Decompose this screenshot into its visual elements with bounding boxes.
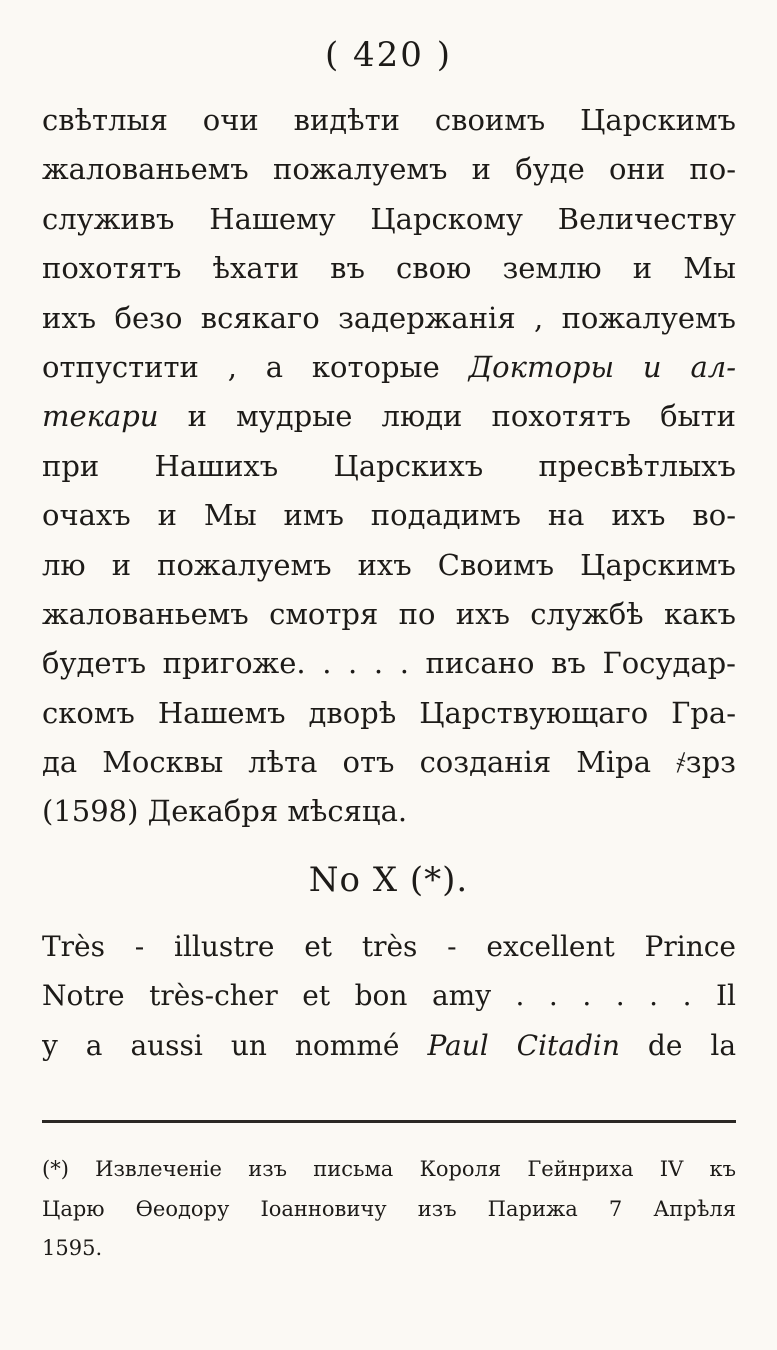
french-line: Très - illustre et très - excellent Prince [42,930,736,963]
section-heading: No X (*). [308,860,469,900]
text-segment: и мудрые люди похотятъ быти [158,399,736,434]
text-line: (1598) Декабря мѣсяца. [42,794,408,829]
text-line: лю и пожалуемъ ихъ Своимъ Царскимъ [42,547,736,582]
text-line: жалованьемъ смотря по ихъ службѣ какъ [42,596,736,631]
page-number: ( 420 ) [324,35,453,75]
text-line-apothecaries [42,392,736,441]
text-line: да Москвы лѣта отъ созданія Міра ҂зрз [42,745,736,780]
italic-doctors-term: Докторы и ал- [468,349,736,384]
text-line: скомъ Нашемъ дворѣ Царствующаго Гра- [42,695,736,730]
french-text-block [42,922,736,1070]
footnote-line: 1595. [42,1236,103,1260]
italic-name: Paul Citadin [427,1028,620,1062]
text-line: жалованьемъ пожалуемъ и буде они по- [42,152,736,187]
text-line-doctors [42,343,736,392]
text-line: ихъ безо всякаго задержанія , пожалуемъ [42,300,736,335]
italic-apothecaries-term: текари [42,399,159,434]
text-line: очахъ и Мы имъ подадимъ на ихъ во- [42,498,736,533]
footnote-divider [42,1120,736,1123]
text-line: будетъ пригоже. . . . . писано въ Государ- [42,646,736,681]
french-line-citadin [42,1021,736,1070]
footnote-line: Царю Ѳеодору Іоанновичу изъ Парижа 7 Апрѣля [42,1196,736,1221]
text-line: похотятъ ѣхати въ свою землю и Мы [42,251,736,286]
russian-text-block [42,96,736,837]
footnote [42,1150,736,1269]
text-segment: отпустити , а которые [42,349,469,384]
text-segment: y a aussi un nommé [42,1028,428,1062]
footnote-line: (*) Извлеченіе изъ письма Короля Гейнриха IV къ [42,1157,736,1181]
text-line: служивъ Нашему Царскому Величеству [42,201,736,236]
french-line: Notre très-cher et bon amy . . . . . . Il [42,979,736,1013]
text-line: при Нашихъ Царскихъ пресвѣтлыхъ [42,448,736,483]
text-segment: de la [619,1028,736,1062]
text-line: свѣтлыя очи видѣти своимъ Царскимъ [42,103,736,137]
